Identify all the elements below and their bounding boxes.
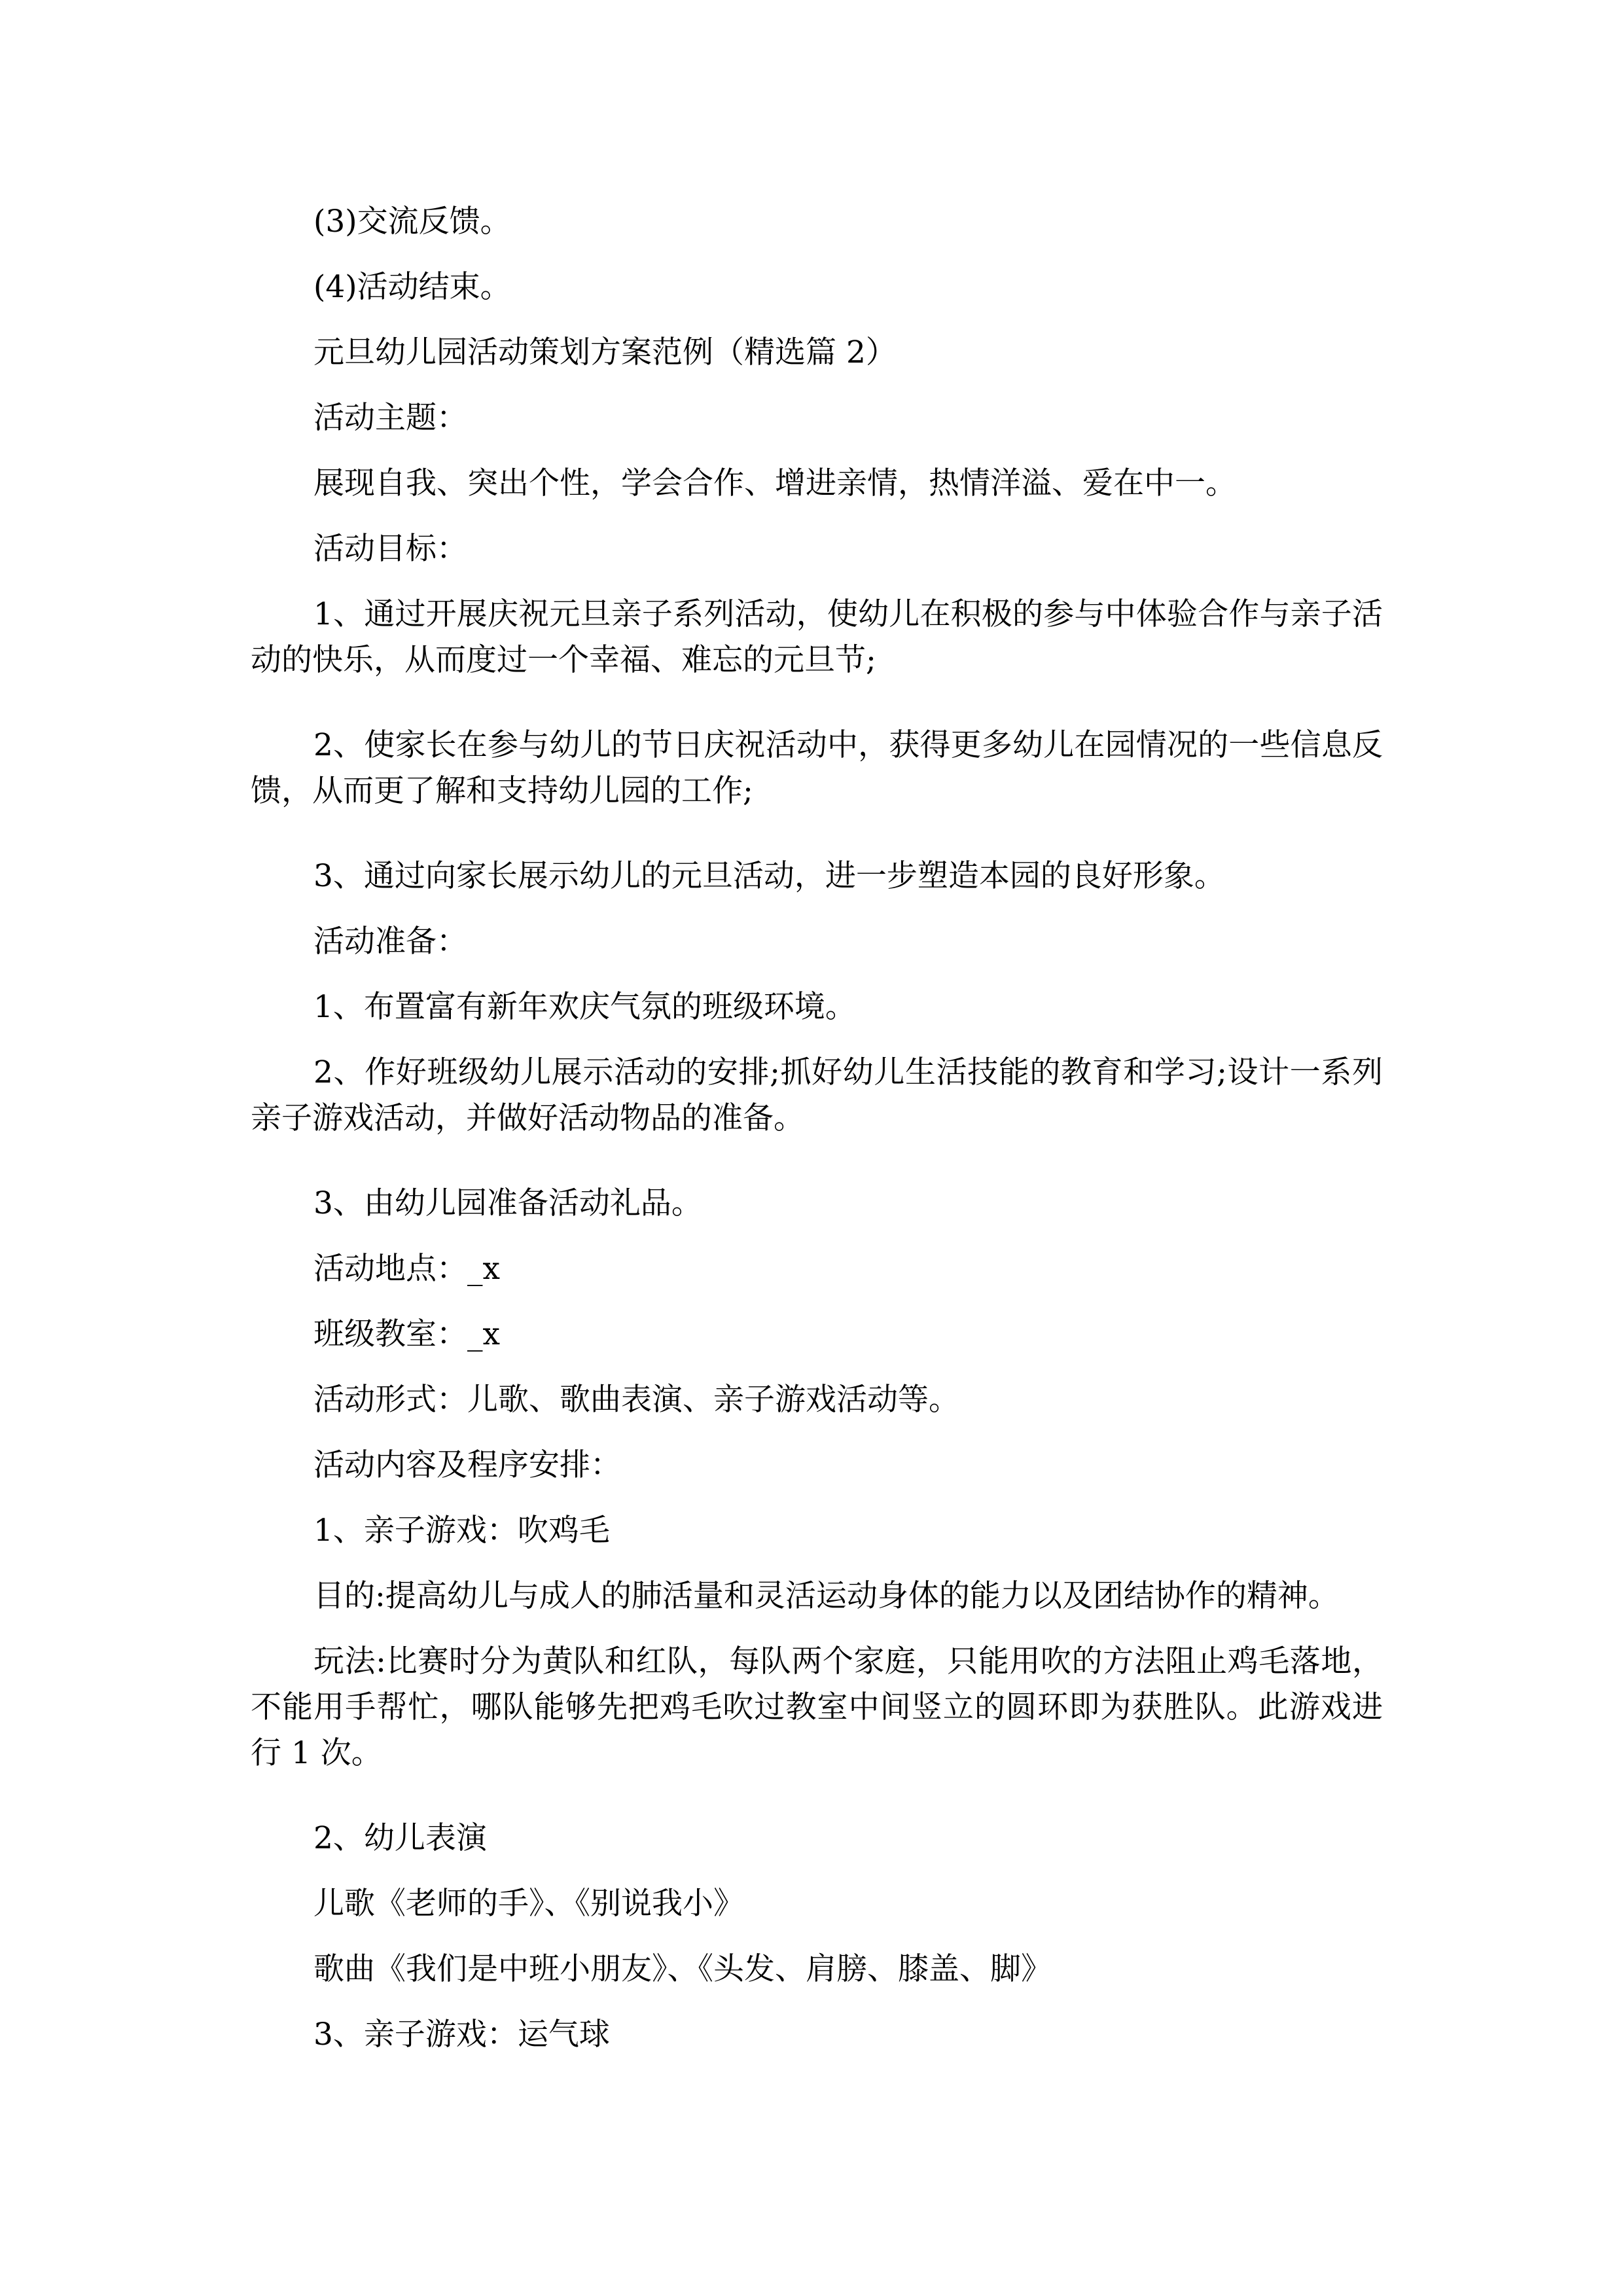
paragraph-activity-form: 活动形式：儿歌、歌曲表演、亲子游戏活动等。: [313, 1382, 959, 1418]
paragraph-prep-1: 1、布置富有新年欢庆气氛的班级环境。: [313, 989, 856, 1025]
paragraph-step-4: (4)活动结束。: [313, 269, 511, 305]
paragraph-classroom: 班级教室：_x: [313, 1316, 501, 1352]
paragraph-game-1-rules: 玩法:比赛时分为黄队和红队，每队两个家庭，只能用吹的方法阻止鸡毛落地，不能用手帮忙，哪队能够先把鸡毛吹过教室中间竖立的圆环即为获胜队。此游戏进行 1 次。: [251, 1643, 1383, 1771]
paragraph-performance: 2、幼儿表演: [313, 1820, 487, 1856]
paragraph-prep-3: 3、由幼儿园准备活动礼品。: [313, 1185, 702, 1221]
paragraph-game-1-purpose: 目的:提高幼儿与成人的肺活量和灵活运动身体的能力以及团结协作的精神。: [313, 1578, 1339, 1614]
paragraph-theme: 展现自我、突出个性，学会合作、增进亲情，热情洋溢、爱在中一。: [313, 465, 1236, 501]
paragraph-step-3: (3)交流反馈。: [313, 204, 511, 240]
label-activity-preparation: 活动准备：: [313, 924, 467, 960]
paragraph-songs: 歌曲《我们是中班小朋友》、《头发、肩膀、膝盖、脚》: [313, 1951, 1052, 1987]
label-activity-program: 活动内容及程序安排：: [313, 1447, 621, 1483]
paragraph-goal-3: 3、通过向家长展示幼儿的元旦活动，进一步塑造本园的良好形象。: [313, 858, 1225, 894]
label-activity-theme: 活动主题：: [313, 400, 467, 436]
paragraph-prep-2: 2、作好班级幼儿展示活动的安排;抓好幼儿生活技能的教育和学习;设计一系列亲子游戏活动，并做好活动物品的准备。: [251, 1054, 1383, 1136]
label-activity-goals: 活动目标：: [313, 531, 467, 567]
paragraph-nursery-rhymes: 儿歌《老师的手》、《别说我小》: [313, 1886, 744, 1922]
paragraph-goal-2: 2、使家长在参与幼儿的节日庆祝活动中，获得更多幼儿在园情况的一些信息反馈，从而更了解和支持幼儿园的工作;: [251, 727, 1383, 809]
paragraph-goal-1: 1、通过开展庆祝元旦亲子系列活动，使幼儿在积极的参与中体验合作与亲子活动的快乐，从而度过一个幸福、难忘的元旦节;: [251, 596, 1383, 678]
paragraph-game-3: 3、亲子游戏：运气球: [313, 2017, 610, 2053]
document-body: [251, 199, 1383, 2077]
paragraph-location: 活动地点：_x: [313, 1251, 501, 1287]
section-heading: 元旦幼儿园活动策划方案范例（精选篇 2）: [313, 334, 897, 370]
paragraph-game-1: 1、亲子游戏：吹鸡毛: [313, 1513, 610, 1549]
